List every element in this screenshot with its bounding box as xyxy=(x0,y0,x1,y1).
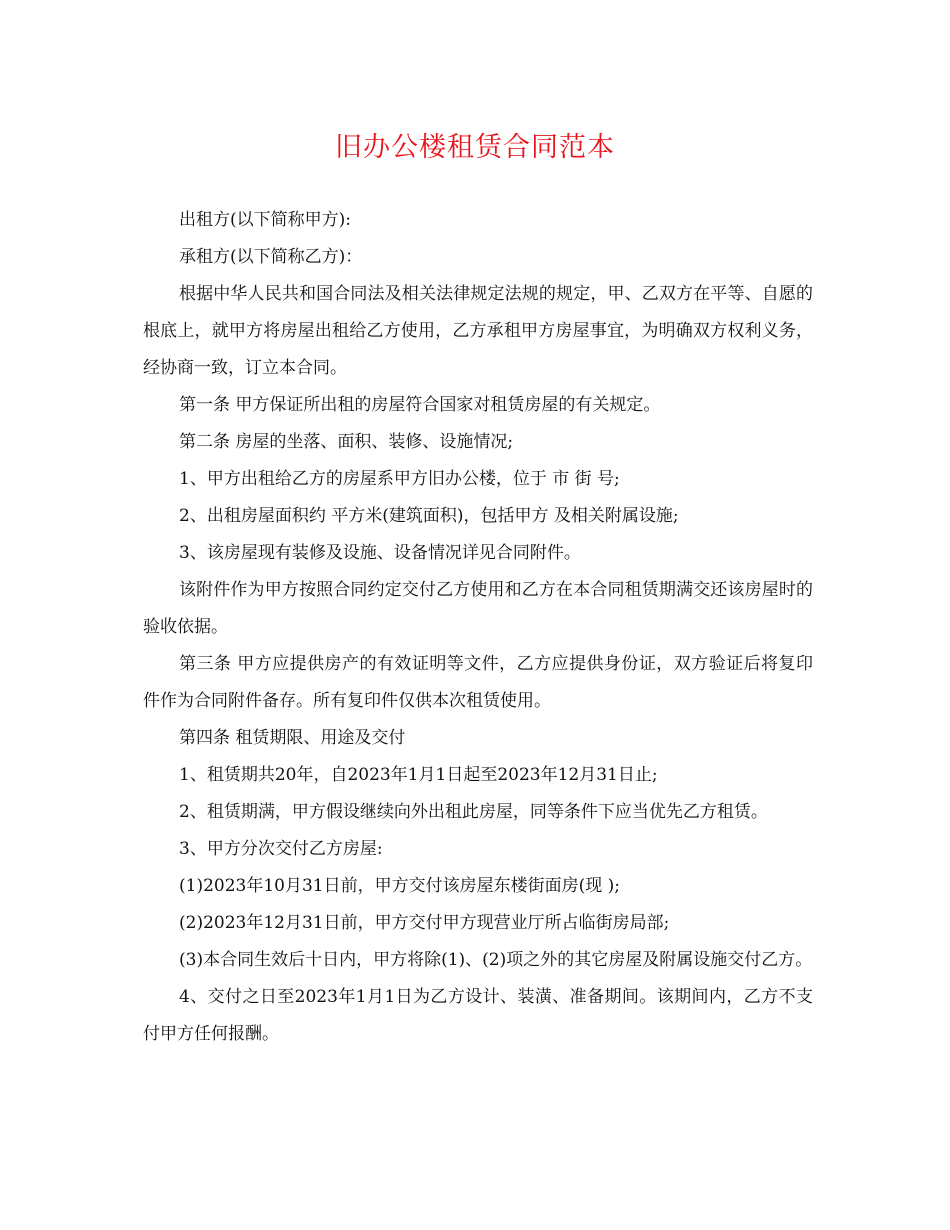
paragraph-article-2-item-1: 1、甲方出租给乙方的房屋系甲方旧办公楼，位于 市 街 号; xyxy=(179,469,620,489)
paragraph-attachment-note: 该附件作为甲方按照合同约定交付乙方使用和乙方在本合同租赁期满交还该房屋时的验收依据。 xyxy=(143,580,813,637)
paragraph-article-4-item-1: 1、租赁期共20年，自2023年1月1日起至2023年12月31日止; xyxy=(179,765,658,785)
paragraph-lessee: 承租方(以下简称乙方)： xyxy=(179,247,363,267)
paragraph-delivery-2: (2)2023年12月31日前，甲方交付甲方现营业厅所占临街房局部; xyxy=(179,913,670,933)
paragraph-article-4-item-3: 3、甲方分次交付乙方房屋: xyxy=(179,839,383,859)
paragraph-article-1: 第一条 甲方保证所出租的房屋符合国家对租赁房屋的有关规定。 xyxy=(179,395,661,415)
paragraph-article-4-item-2: 2、租赁期满，甲方假设继续向外出租此房屋，同等条件下应当优先乙方租赁。 xyxy=(179,802,768,822)
paragraph-delivery-1: (1)2023年10月31日前，甲方交付该房屋东楼街面房(现 ); xyxy=(179,876,621,896)
paragraph-article-3: 第三条 甲方应提供房产的有效证明等文件，乙方应提供身份证，双方验证后将复印件作为合同附件备存。所有复印件仅供本次租赁使用。 xyxy=(143,654,813,711)
paragraph-delivery-3: (3)本合同生效后十日内，甲方将除(1)、(2)项之外的其它房屋及附属设施交付乙方。 xyxy=(179,950,813,970)
paragraph-preamble: 根据中华人民共和国合同法及相关法律规定法规的规定，甲、乙双方在平等、自愿的根底上，就甲方将房屋出租给乙方使用，乙方承租甲方房屋事宜，为明确双方权利义务，经协商一致，订立本合同。 xyxy=(143,284,813,378)
paragraph-article-4: 第四条 租赁期限、用途及交付 xyxy=(179,728,406,748)
paragraph-article-2-item-2: 2、出租房屋面积约 平方米(建筑面积)，包括甲方 及相关附属设施; xyxy=(179,506,679,526)
document-body xyxy=(143,202,813,1053)
paragraph-lessor: 出租方(以下简称甲方): xyxy=(179,210,351,230)
paragraph-article-2: 第二条 房屋的坐落、面积、装修、设施情况; xyxy=(179,432,514,452)
paragraph-article-4-item-4: 4、交付之日至2023年1月1日为乙方设计、装潢、准备期间。该期间内，乙方不支付甲方任何报酬。 xyxy=(143,987,813,1044)
paragraph-article-2-item-3: 3、该房屋现有装修及设施、设备情况详见合同附件。 xyxy=(179,543,581,563)
document-title: 旧办公楼租赁合同范本 xyxy=(335,132,615,163)
